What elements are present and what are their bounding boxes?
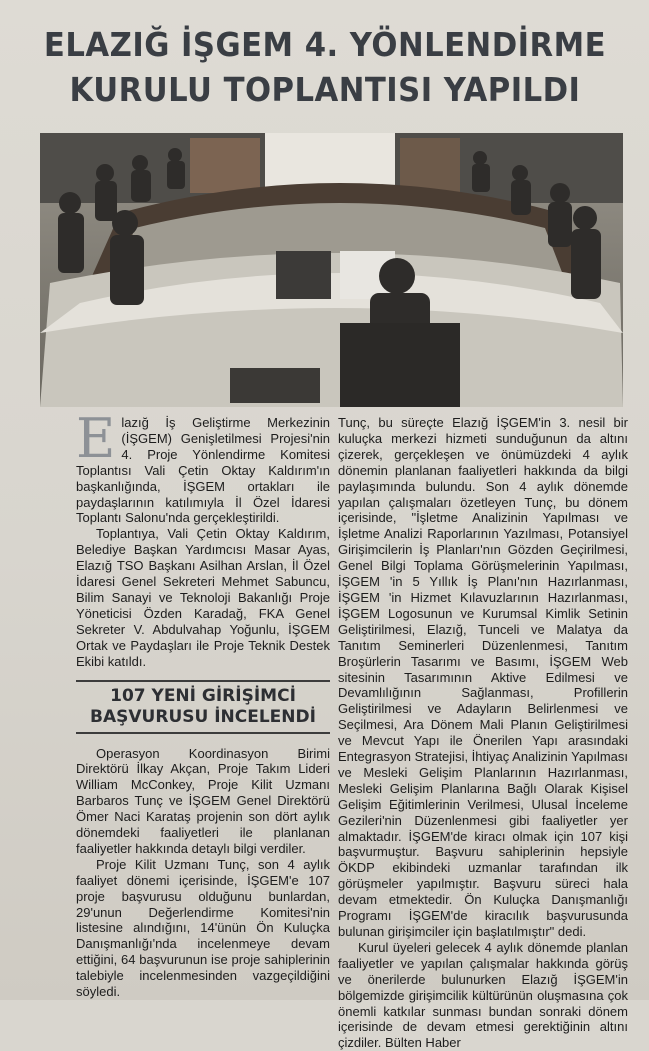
meeting-photo-illustration <box>40 133 623 407</box>
meeting-photo <box>40 133 623 407</box>
paragraph-closing: Kurul üyeleri gelecek 4 aylık dönemde planlan faaliyetler ve yapılan çalışmalar hakkında görüş ve önerilerde bulunurken Elazığ İŞGEM'in bölgemizde girişimcilik kültürünün oluşmasına çok önemli katkılar sunması bundan sonraki dönem içerisinde de devam etmesi gerektiğinin altını çizdiler. Bülten Haber <box>338 939 628 1051</box>
paragraph-presenters: Operasyon Koordinasyon Birimi Direktörü İlkay Akçan, Proje Takım Lideri William McConkey, Proje Kilit Uzmanı Barbaros Tunç ve İŞGEM Genel Direktörü Ömer Naci Karataş projenin son dört aylık dönemdeki faaliyetleri ile planlanan faaliyetler hakkında detaylı bilgi verdiler. <box>76 745 330 856</box>
paragraph-applications: Proje Kilit Uzmanı Tunç, son 4 aylık faaliyet dönemi içerisinde, İŞGEM'e 107 proje başvurusu olduğunu bunlardan, 29'unun Değerlendirme Komitesi'nin listesine alındığını, 14'ünün Ön Kuluçka Danışmanlığı'nda incelenmeye devam ettiğini, 64 başvurunun ise proje sahiplerinin talebiyle incelenmesinden vazgeçildiğini söyledi. <box>76 856 330 1000</box>
paragraph-attendees: Toplantıya, Vali Çetin Oktay Kaldırım, Belediye Başkan Yardımcısı Masar Ayas, Elazığ TSO Başkanı Asilhan Arslan, İl Özel İdaresi Genel Sekreteri Mehmet Sabuncu, Bilim Sanayi ve Teknoloji Bakanlığı Proje Yöneticisi Özden Karadağ, FKA Genel Sekreter V. Abdulvahap Yoğunlu, İŞGEM Ortak ve Paydaşları ile Proje Teknik Destek Ekibi katıldı. <box>76 526 330 669</box>
subheading <box>76 680 330 734</box>
lead-text: lazığ İş Geliştirme Merkezinin (İŞGEM) Genişletilmesi Projesi'nin 4. Proje Yönlendirme Komitesi Toplantısı Vali Çetin Oktay Kaldırım'ın başkanlığında, İŞGEM ortakları ile paydaşlarının katılımıyla İl Özel İdaresi Toplantı Salonu'nda gerçekleştirildi. <box>76 415 330 526</box>
headline-line-2: KURULU TOPLANTISI YAPILDI <box>69 70 581 109</box>
paragraph-activities-continued: Tunç, bu süreçte Elazığ İŞGEM'in 3. nesil bir kuluçka merkezi hizmeti sunduğunun da altını çizerek, gerçekleşen ve önümüzdeki 4 aylık dönemin planlanan faaliyetleri hakkında da bilgi paylaşımında bulundu. Son 4 aylık dönemde yapılan çalışmaları özetleyen Tunç, bu dönem içerisinde, "İşletme Analizinin Yapılması ve İşletme Analizi Raporlarının Yazılması, Potansiyel Girişimcilerin İş Planları'nın Gözden Geçirilmesi, Genel Bilgi Toplama Görüşmelerinin Yapılması, İŞGEM 'in 5 Yıllık İş Planı'nın Hazırlanması, İŞGEM 'in Hizmet Kılavuzlarının Hazırlanması, İŞGEM Logosunun ve Kurumsal Kimlik Setinin Geliştirilmesi, Elazığ, Tunceli ve Malatya da Tanıtım Seminerleri Düzenlenmesi, Tanıtım Broşürlerin Tasarımı ve Basımı, İŞGEM Web sitesinin Tasarımının Aktive Edilmesi ve Devamlılığının Sağlanması, Profillerin Geliştirilmesi ve Adayların Belirlenmesi ve Seçilmesi, Ara Dönem Mali Planın Geliştirilmesi ve Mevcut Yapı ile Önerilen Yapı arasındaki Entegrasyon Stratejisi, İhtiyaç Analizinin Yapılması ve Mesleki Gelişim Planlarının Hazırlanması, Mesleki Gelişim Planlarına Bağlı Olarak Kişisel Gelişim Eğitimlerinin Verilmesi, Ulusal İnceleme Gezileri'nin Düzenlenmesi gibi faaliyetler yer almaktadır. İŞGEM'de kiracı olmak için 107 kişi başvurmuştur. Başvuru sahiplerinin hepsiyle ÖKDP ekibindeki uzmanlar tarafından ilk görüşmeler yapılmıştır. Başvuru süreci hala devam etmektedir. Ön Kuluçka Danışmanlığı Programı İŞGEM'de kiracılık başvurusunda bulunan girişimciler için başlatılmıştır" dedi. <box>338 415 628 939</box>
subheading-line-2: BAŞVURUSU İNCELENDİ <box>90 706 316 727</box>
headline-line-1: ELAZIĞ İŞGEM 4. YÖNLENDİRME <box>43 25 607 64</box>
headline <box>32 22 618 112</box>
article-column-right <box>338 415 628 1051</box>
subheading-line-1: 107 YENİ GİRİŞİMCİ <box>110 685 296 706</box>
article-column-left <box>76 407 330 1000</box>
dropcap: E <box>76 407 116 470</box>
lead-paragraph <box>76 407 330 526</box>
